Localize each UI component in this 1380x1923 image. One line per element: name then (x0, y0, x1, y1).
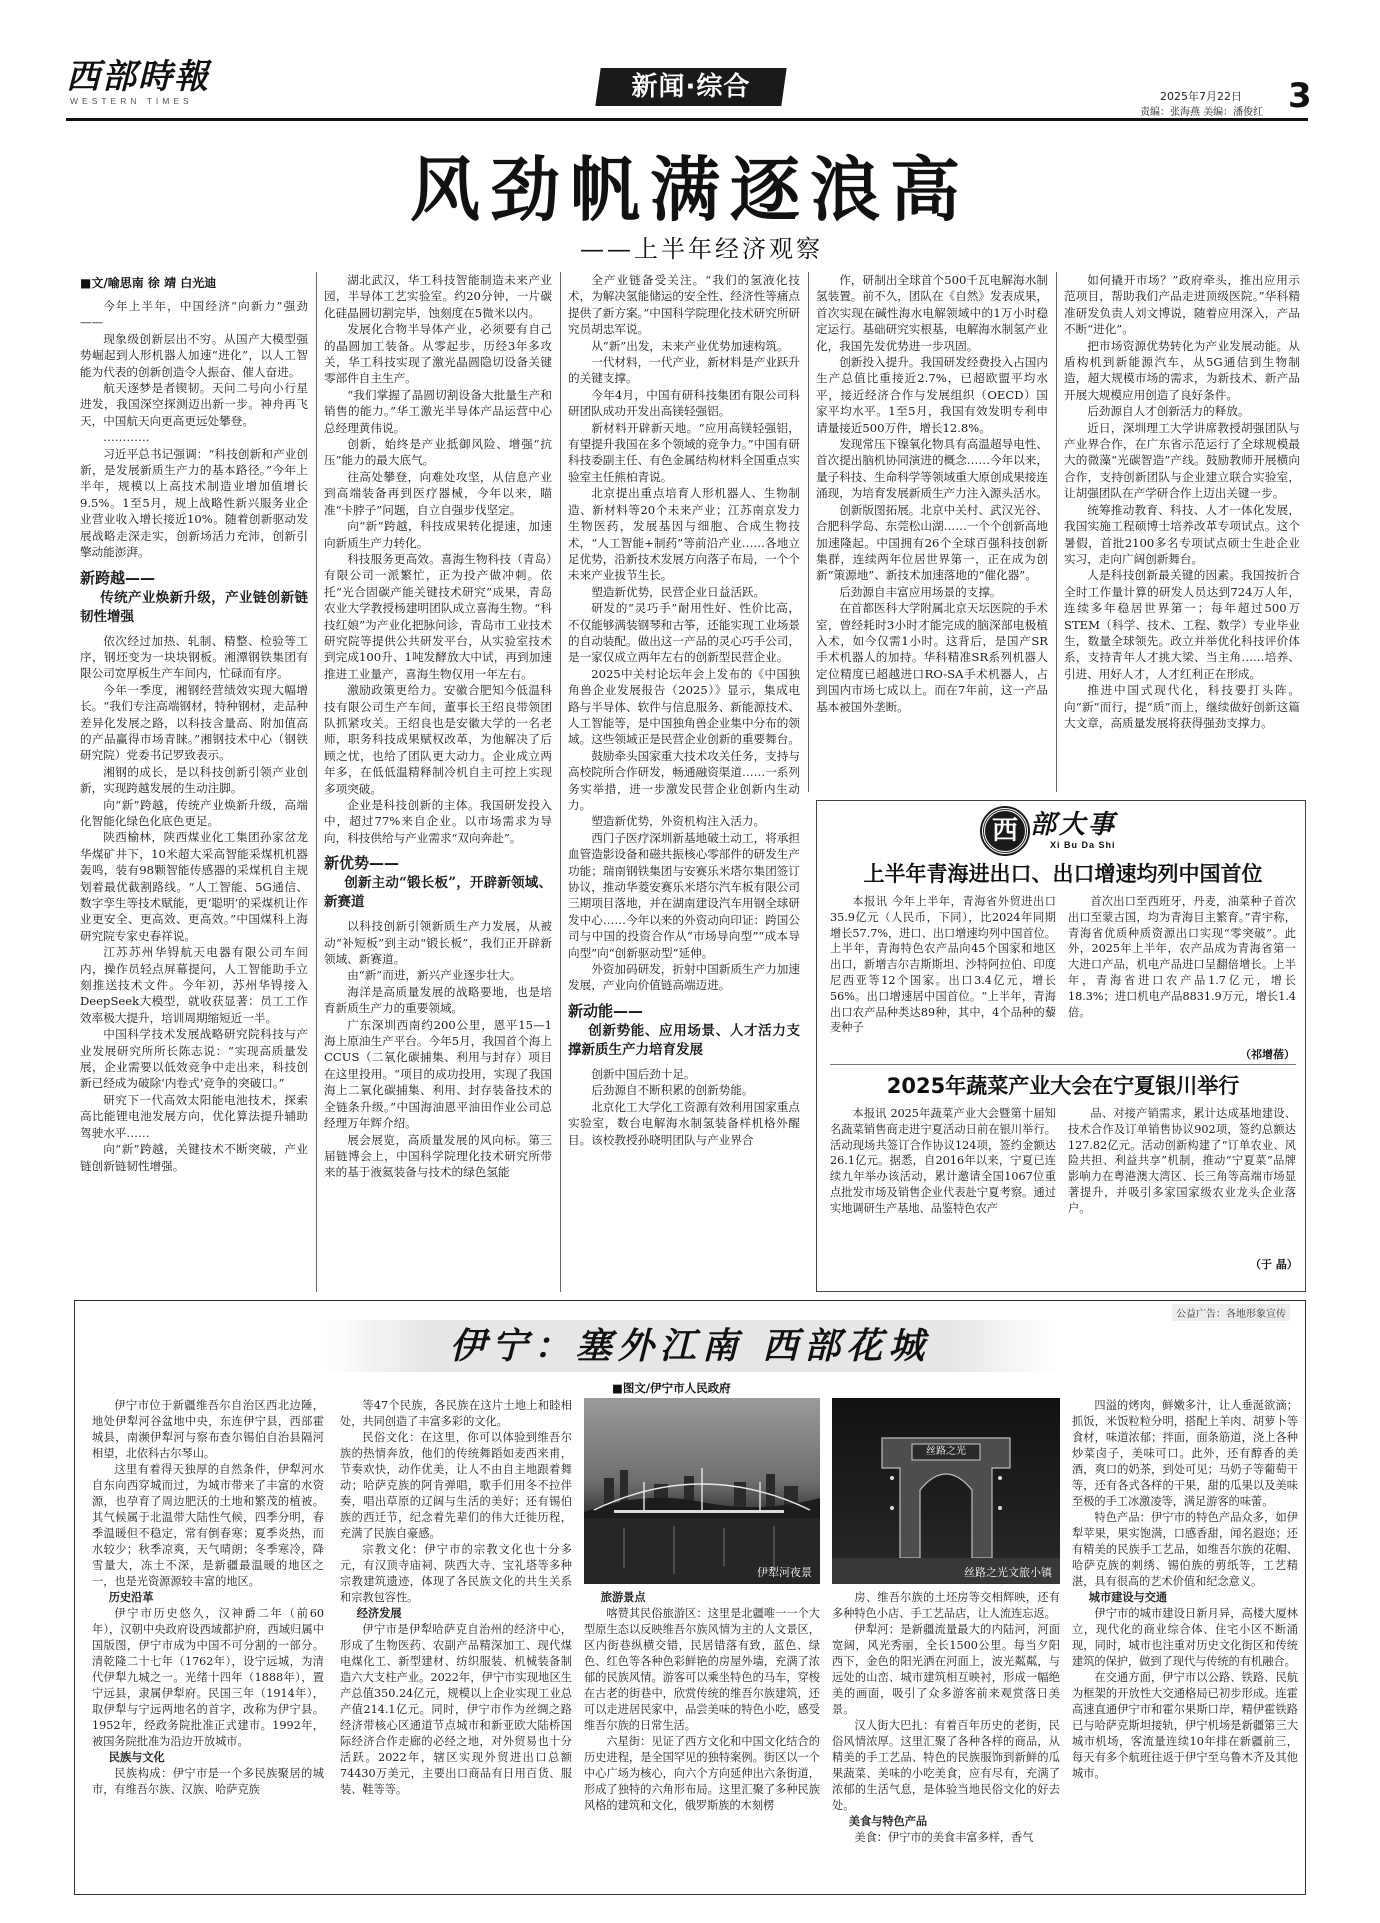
article-para: 江苏苏州华锝航天电器有限公司车间内，操作员轻点屏幕提问，人工智能助手立刻推送技术文件。今年初，苏州华锝接入DeepSeek大模型，就收获显著：员工工作效率极大提升，培训周期缩短近一半。 (80, 945, 308, 1025)
ad-column-4 (832, 1590, 1060, 1888)
ad-tag: 公益广告：各地形象宣传 (1172, 1304, 1290, 1321)
article-para: 现象级创新层出不穷。从国产大模型强势崛起到人形机器人加速“进化”，以人工智能为代表的创新创造令人振奋、催人奋进。 (80, 331, 308, 379)
xbds-logo-title (1030, 810, 1117, 840)
article-para: 激励政策更给力。安徽合肥知今低温科技有限公司生产车间，董事长王绍良带领团队抓紧攻关。王绍良也是安徽大学的一名老师，职务科技成果赋权改革，为他解决了后顾之忧，也给了团队更大动力。企业成立两年多，在低低温精释制冷机自主可控上实现多项突破。 (324, 683, 552, 796)
article-column-4 (816, 272, 1048, 792)
xbds-news1-title: 上半年青海进出口、出口增速均列中国首位 (863, 862, 1263, 886)
article-para: 把市场资源优势转化为产业发展动能。从盾构机到新能源汽车，从5G通信到生物制造，超大规模市场的需求，为新技术、新产品开展大规模应用创造了良好条件。 (1064, 338, 1300, 402)
xbds-divider (830, 1064, 1296, 1065)
xbds-news2-left (830, 1106, 1056, 1276)
headline-title: 风劲帆满逐浪高 (410, 149, 970, 231)
article-para: 研究下一代高效太阳能电池技术，探索高比能锂电池发展方向，优化算法提升辅助驾驶水平…… (80, 1092, 308, 1140)
article-para: 中国科学技术发展战略研究院科技与产业发展研究所所长陈志说：“实现高质量发展，企业需要以低效竞争中走出来，科技创新已经成为破除‘内卷式’竞争的突破口。” (80, 1027, 308, 1091)
article-para: 向“新”跨越，关键技术不断突破，产业链创新链韧性增强。 (80, 1142, 308, 1173)
xbds-logo-pinyin: Xi Bu Da Shi (1050, 840, 1116, 850)
article-para: 湖北武汉，华工科技智能制造未来产业园，半导体工艺实验室。约20分钟，一片碳化硅晶圆切割完毕，蚀刻度在5微米以内。 (324, 273, 552, 320)
ad-para: 汉人街大巴扎：有着百年历史的老街，民俗风情浓厚。这里汇聚了各种各样的商品，从精美的手工艺品、特色的民族服饰到新鲜的瓜果蔬菜、美味的小吃美食，应有尽有，充满了浓郁的生活气息，是体验当地民俗文化的好去处。 (832, 1719, 1060, 1812)
xbds-news2-para: 品、对接产销需求，累计达成基地建设、技术合作及订单销售协议902项，签约总额达127.82亿元。活动创新构建了“订单农业、风险共担、利益共享”机制，推动“宁夏菜”品牌影响力在粤港澳大湾区、长三角等高端市场显著提升，并吸引多家国家级农业龙头企业落户。 (1068, 1107, 1296, 1215)
photo-silk-road-graphic (832, 1398, 1060, 1584)
article-para: 创新投入提升。我国研发经费投入占国内生产总值比重接近2.7%，已超欧盟平均水平，接近经济合作与发展组织（OECD）国家平均水平。1至5月，我国有效发明专利申请量接近500万件，增长12.8%。 (816, 355, 1048, 435)
article-column-5 (1064, 272, 1300, 792)
photo2-caption: 丝路之光文旅小镇 (964, 1566, 1052, 1579)
article-para: 习近平总书记强调：“科技创新和产业创新，是发展新质生产力的基本路径。”今年上半年，规模以上高技术制造业增加值增长9.5%。1至5月，规上战略性新兴服务业企业营业收入增长接近10%。随着创新驱动发展战略走深走实，创新场活力充沛，创新引擎动能澎湃。 (80, 446, 308, 560)
ad-para: 民族构成：伊宁市是一个多民族聚居的城市，有维吾尔族、汉族、哈萨克族 (92, 1767, 324, 1796)
ad-para: 伊宁市是伊犁哈萨克自治州的经济中心，形成了生物医药、农副产品精深加工、现代煤电煤化工、新型建材、纺织服装、机械装备制造六大支柱产业。2022年，伊宁市实现地区生产总值350.24亿元，规模以上企业实现工业总产值214.1亿元。同时，伊宁市作为丝绸之路经济带核心区通道节点城市和新亚欧大陆桥国际经济合作走廊的必经之地，对外贸易也十分活跃。2022年，辖区实现外贸进出口总额74430万美元，主要出口商品有日用百货、服装、鞋等等。 (340, 1623, 572, 1796)
ad-subhead: 城市建设与交通 (1088, 1591, 1168, 1604)
section-banner-text: 新闻·综合 (631, 72, 751, 102)
masthead-editors: 责编：张海燕 美编：潘俊红 (1140, 107, 1264, 118)
photo1-caption: 伊犁河夜景 (757, 1566, 812, 1579)
ad-para: 这里有着得天独厚的自然条件，伊犁河水自东向西穿城而过，为城市带来了丰富的水资源，也孕育了周边肥沃的土地和繁茂的植被。其气候属于北温带大陆性气候，四季分明，春季温暖但不稳定，常有倒春寒；夏季炎热，而水较少；秋季凉爽，天气晴朗；冬季寒冷，降雪量大，冻土不深，是新疆最温暖的地区之一，也是光资源源较丰富的地区。 (92, 1463, 324, 1588)
xbds-news2-title: 2025年蔬菜产业大会在宁夏银川举行 (886, 1074, 1240, 1098)
ad-para: 美食：伊宁市的美食丰富多样，香气 (854, 1831, 1034, 1844)
subhead-xinkuayue: 新跨越—— (80, 568, 156, 587)
article-para: 从“新”出发，未来产业优势加速构筑。 (591, 338, 789, 353)
article-para: “我们掌握了晶圆切割设备大批量生产和销售的能力。”华工激光半导体产品运营中心总经理黄伟说。 (324, 387, 552, 435)
article-para: 外资加码研发，折射中国新质生产力加速发展，产业向价值链高端迈进。 (568, 962, 800, 993)
ad-subhead: 经济发展 (356, 1607, 402, 1620)
article-para: 北京提出重点培育人形机器人、生物制造、新材料等20个未来产业；江苏南京发力生物医药，发展基因与细胞、合成生物技术，“人工智能+制药”等前沿产业……各地立足优势，沿新技术发展方向落子布局，一个个未来产业拔节生长。 (568, 486, 800, 583)
article-para: 研发的“灵巧手”耐用性好、性价比高，不仅能够满装钢琴和古筝，还能实现工业场景的自动装配。做出这一产品的灵心巧手公司，是一家仅成立两年左右的创新型民营企业。 (568, 601, 800, 665)
xbds-logo-text (1030, 810, 1117, 850)
ad-column-2 (340, 1398, 572, 1888)
xbds-news1-left (830, 894, 1056, 1064)
article-para: 今年上半年，中国经济“向新力”强劲—— (80, 299, 308, 330)
xbds-logo-tail: 部大事 (1030, 810, 1118, 840)
photo-silk-road-town (832, 1398, 1060, 1584)
xbds-news1-para: 首次出口至西班牙，丹麦，油菜种子首次出口至蒙古国，均为青海目主繁育。”青宇称，青海省优质种质资源出口实现“零突破”。此外，2025年上半年，农产品成为青海省第一大进口产品，机电产品进口呈翻倍增长。上半年，青海省进口农产品1.7亿元，增长18.3%；进口机电产品8831.9万元，增长1.4倍。 (1068, 895, 1296, 1019)
ad-column-1 (92, 1398, 324, 1888)
ad-para: 伊宁市的城市建设日新月异，高楼大厦林立，现代化的商业综合体、住宅小区不断涌现，同时，城市也注重对历史文化街区和传统建筑的保护，做到了现代与传统的有机融合。 (1072, 1607, 1298, 1668)
article-para: 依次经过加热、轧制、精整、检验等工序，钢坯变为一块块钢板。湘潭钢铁集团有限公司宽厚板生产车间内，忙碌而有序。 (80, 633, 308, 681)
ad-subhead: 旅游景点 (600, 1591, 646, 1604)
masthead-date: 2025年7月22日 (1160, 90, 1242, 103)
article-para: 人是科技创新最关键的因素。我国按折合全时工作量计算的研发人员达到724万人年，连续多年稳居世界第一；每年超过500万STEM（科学、技术、工程、数学）专业毕业生，数量全球领先。政立并举优化科技评价体系，支持青年人才挑大梁、当主角……培养、引进、用好人才，人才红利正在形成。 (1064, 568, 1300, 681)
ad-para: 宗教文化：伊宁市的宗教文化也十分多元，有汉顶寺庙祠、陕西大寺、宝礼塔等多种宗教建筑遗迹，体现了各民族文化的共生关系和宗教包容性。 (340, 1543, 572, 1604)
ad-para: 民俗文化：在这里，你可以体验到维吾尔族的热情奔放，他们的传统舞蹈如麦西来甫，节奏欢快，动作优美，让人不由自主地跟着舞动；哈萨克族的阿肯弹唱，歌手们用冬不拉伴奏，唱出草原的辽阔与生活的美好；还有锡伯族的西迁节，纪念着先辈们的伟大迁徙历程，充满了民族自豪感。 (340, 1431, 572, 1540)
ad-para: 伊宁市位于新疆维吾尔自治区西北边陲，地处伊犁河谷盆地中央，东连伊宁县，西部霍城县，南濒伊犁河与察布查尔锡伯自治县隔河相望，北依科古尔琴山。 (92, 1399, 324, 1460)
article-para: 科技服务更高效。喜海生物科技（青岛）有限公司一派繁忙，正为投产做冲刺。依托“光合固碳产能关键技术研究”成果，青岛农业大学教授杨建明团队成立喜海生物。“科技红娘”为产业化把脉问诊，青岛市工业技术研究院等提供公共研发平台，从实验室技术到完成100升、1吨发酵放大中试，再到加速推进工业量产，喜海生物仅用一年左右。 (324, 551, 552, 681)
article-para: 企业是科技创新的主体。我国研发投入中，超过77%来自企业。以市场需求为导向，科技供给与产业需求“双向奔赴”。 (324, 798, 552, 845)
masthead-logo (66, 58, 210, 106)
article-para: 在首都医科大学附属北京天坛医院的手术室，曾经耗时3小时才能完成的脑深部电极植入术，如今仅需1小时。这背后，是国产SR手术机器人的加持。华科精准SR系列机器人定位精度已超越进口RO-SA手术机器人，占到国内市场七成以上。而在7年前，这一产品基本被国外垄断。 (816, 601, 1048, 714)
article-para: 展会展览，高质量发展的风向标。第三届链博会上，中国科学院理化技术研究所带来的基于液氦装备与技术的绿色氢能 (324, 1132, 552, 1180)
article-para: 发展化合物半导体产业，必须要有自己的晶圆加工装备。从零起步，历经3年多攻关，华工科技实现了激光晶圆隐切设备关键零部件自主生产。 (324, 322, 552, 386)
column-divider (808, 272, 809, 792)
subhead-xindongneng: 新动能—— (568, 1001, 644, 1020)
ad-para: 四溢的烤肉，鲜嫩多汁，让人垂涎欲滴；抓饭，米饭粒粒分明，搭配上羊肉、胡萝卜等食材，味道浓郁；拌面，面条筋道，浇上各种炒菜卤子，美味可口。此外，还有醇香的美酒，爽口的奶茶，到处可见；马奶子等葡萄干等，还有各式各样的干果，甜的瓜果以及美味至极的手工冰激凌等，满足游客的味蕾。 (1072, 1399, 1298, 1508)
ad-subhead: 民族与文化 (108, 1751, 165, 1764)
article-para: 以科技创新引领新质生产力发展，从被动“补短板”到主动“锻长板”，我们正开辟新领域、新赛道。 (324, 919, 552, 967)
photo-yili-graphic (584, 1398, 820, 1584)
ad-para: 特色产品：伊宁市的特色产品众多，如伊犁苹果，果实饱满，口感香甜，闻名遐迩；还有精美的民族手工艺品，如维吾尔族的花帽、哈萨克族的刺绣、锡伯族的剪纸等，工艺精湛，具有很高的艺术价值和纪念意义。 (1072, 1511, 1298, 1588)
article-para: 发现常压下镍氧化物具有高温超导电性、首次提出脑机协同演进的概念……今年以来，量子科技、生命科学等领域重大原创成果接连涌现，为培育发展新质生产力注入源头活水。 (816, 437, 1048, 501)
article-para: 今年4月，中国有研科技集团有限公司科研团队成功开发出高镁轻强铝。 (568, 387, 800, 419)
article-para: 由“新”而进，新兴产业逐步壮大。 (347, 968, 522, 983)
article-para: 创新版图拓展。北京中关村、武汉光谷、合肥科学岛、东莞松山湖……一个个创新高地加速隆起。中国拥有26个全球百强科技创新集群，连续两年位居世界第一，正在成为创新“策源地”、新技术加速落地的“催化器”。 (816, 502, 1048, 583)
article-para: 西门子医疗深圳新基地破土动工，将承担血管造影设备和磁共振核心零部件的研发生产功能；瑞南钢铁集团与安赛乐米塔尔集团签订协议，推动华菱安赛乐米塔尔汽车板有限公司三期项目落地，并在湖南建设汽车用钢全球研发中心……今年以来的外资动向印证：跨国公司与中国的投资合作从“市场导向型”“成本导向型”向“创新驱动型”延伸。 (568, 830, 800, 960)
ad-subhead: 美食与特色产品 (848, 1815, 928, 1828)
article-para: ………… (103, 430, 150, 445)
article-para: 新材料开辟新天地。“应用高镁轻强铝，有望提升我国在多个领域的竞争力。”中国有研科技委副主任、有色金属结构材料全国重点实验室主任熊柏青说。 (568, 420, 800, 484)
article-para: 向“新”跨越，科技成果转化提速，加速向新质生产力转化。 (324, 519, 552, 550)
article-para: 如何撬开市场？”政府牵头，推出应用示范项目，帮助我们产品走进顶级医院。”华科精准研发负责人刘文博说，随着应用深入，产品不断“进化”。 (1064, 273, 1300, 337)
column-divider (316, 272, 317, 1292)
masthead-logo-sub: WESTERN TIMES (70, 96, 193, 106)
ad-para: 伊宁市历史悠久，汉神爵二年（前60年），汉朝中央政府设西域都护府，西域归属中国版图，伊宁市成为中国不可分割的一部分。清乾隆二十七年（1762年），设宁远城，为清代伊犁九城之一。光绪十四年（1888年），置宁远县，隶属伊犁府。民国三年（1914年），取伊犁与宁远两地名的首字，改称为伊宁县。1952年，经政务院批准正式建市。1992年，被国务院批准为沿边开放城市。 (92, 1607, 324, 1748)
ad-para: 六星街：见证了西方文化和中国文化结合的历史进程，是全国罕见的独特案例。街区以一个中心广场为核心，向六个方向延伸出六条街道，形成了独特的六角形布局。这里汇聚了多种民族风格的建筑和文化，俄罗斯族的木刻楞 (584, 1735, 820, 1812)
article-para: 2025中关村论坛年会上发布的《中国独角兽企业发展报告（2025）》显示，集成电路与半导体、软件与信息服务、新能源技术、人工智能等，是中国独角兽企业集中分布的领域。这些领域正是民营企业创新的重要舞台。 (568, 666, 800, 747)
ad-para: 在交通方面，伊宁市以公路、铁路、民航为框架的开放性大交通格局已初步形成。连霍高速直通伊宁市和霍尔果斯口岸，精伊霍铁路已与哈萨克斯坦接轨，伊宁机场是新疆第三大城市机场，客流量连续10年排在新疆前三，每天有多个航班往返于伊宁至乌鲁木齐及其他城市。 (1072, 1671, 1298, 1780)
article-para: 塑造新优势，外资机构注入活力。 (591, 814, 766, 829)
article-para: 近日，深圳理工大学讲席教授胡强团队与产业界合作，在广东省示范运行了全球规模最大的微藻“光碳智造”产线。鼓励教师开展横向合作，支持创新团队与企业建立联合实验室，让胡强团队在产学研合作上迈出关键一步。 (1064, 420, 1300, 501)
xbds-logo-circle (982, 808, 1028, 854)
article-para: 今年一季度，湘钢经营绩效实现大幅增长。“我们专注高端钢材，特种钢材，走品种差异化发展之路，以科技含量高、附加值高的产品赢得市场青睐。”湘钢技术中心（钢铁研究院）党委书记罗致表示。 (80, 682, 308, 763)
article-para: 统筹推动教育、科技、人才一体化发展，我国实施工程硕博士培养改革专项试点。这个暑假，首批2100多名专项试点硕士生赴企业实习，走向广阔创新舞台。 (1064, 502, 1300, 566)
page-number: 3 (1288, 76, 1312, 116)
article-para: 后劲源自不断积累的创新势能。 (591, 1083, 754, 1098)
ad-column-3 (584, 1590, 820, 1888)
article-para: 湘钢的成长，是以科技创新引领产业创新，实现跨越发展的生动注脚。 (80, 764, 308, 796)
subhead-quote: 创新势能、应用场景、人才活力支撑新质生产力培育发展 (568, 1022, 800, 1058)
ad-byline: ■图文/伊宁市人民政府 (612, 1381, 731, 1395)
article-para: 鼓励牵头国家重大技术攻关任务，支持与高校院所合作研发，畅通融资渠道……一系列务实举措，进一步激发民营企业创新内生动力。 (568, 748, 800, 812)
masthead-rule (66, 118, 1308, 121)
ad-para: 喀赞其民俗旅游区：这里是北疆唯一一个大型原生态以反映维吾尔族风情为主的人文景区，区内街巷纵横交错，民居错落有致，蓝色、绿色、红色等各种色彩鲜艳的房屋外墙，充满了浓郁的民族风情。游客可以乘坐特色的马车，穿梭在古老的街巷中，欣赏传统的维吾尔族建筑，还可以走进居民家中，品尝美味的特色小吃，感受维吾尔族的日常生活。 (584, 1607, 820, 1732)
gate-sign: 丝路之光 (926, 1446, 966, 1457)
xbds-news1-right (1068, 894, 1296, 1044)
ad-para: 房、维吾尔族的土坯房等交相辉映，还有多种特色小店、手工艺品店，让人流连忘返。 (832, 1591, 1060, 1620)
subhead-xinyoushi: 新优势—— (324, 854, 400, 873)
byline: ■文/喻思南 徐 靖 白光迪 (80, 276, 217, 290)
article-para: 航天逐梦是者锲韧。天问二号向小行星进发，我国深空探测迈出新一步。神舟再飞天，中国航天向更高更远处攀登。 (80, 381, 308, 428)
article-para: 创新中国后劲十足。 (591, 1066, 696, 1081)
masthead-logo-text: 西部時報 (66, 57, 210, 97)
ad-para: 伊犁河：是新疆流量最大的内陆河，河面宽阔，风光秀丽，全长1500公里。每当夕阳西下，金色的阳光洒在河面上，波光粼粼，与远处的山峦、城市建筑相互映衬，形成一幅绝美的画面，吸引了众多游客前来观赏落日美景。 (832, 1623, 1060, 1716)
article-para: 后劲源自丰富应用场景的支撑。 (839, 584, 1002, 599)
article-column-3 (568, 272, 800, 1298)
article-para: 北京化工大学化工资源有效利用国家重点实验室，数台电解海水制氢装备样机格外醒目。该校教授孙晓明团队与产业界合 (568, 1099, 800, 1147)
article-para: 一代材料，一代产业，新材料是产业跃升的关键支撑。 (568, 355, 800, 386)
article-para: 创新，始终是产业抵御风险、增强“抗压”能力的最大底气。 (324, 437, 552, 468)
ad-subhead: 历史沿革 (108, 1591, 154, 1604)
article-column-1 (80, 298, 308, 1298)
xi-glyph: 西 (991, 816, 1018, 846)
column-divider (560, 272, 561, 1292)
article-para: 广东深圳西南约200公里，恩平15—1海上原油生产平台。今年5月，我国首个海上CCUS（二氧化碳捕集、利用与封存）项目在这里投用。“项目的成功投用，实现了我国海上二氧化碳捕集、利用、封存装备技术的全链条升级。”中国海油恩平油田作业公司总经理万年辉介绍。 (324, 1017, 552, 1131)
article-para: 往高处攀登，向难处攻坚，从信息产业到高端装备再到医疗器械，今年以来，瞄准“卡脖子”问题，自立自强步伐坚定。 (324, 469, 552, 517)
subhead-quote: 传统产业焕新升级，产业链创新链韧性增强 (80, 589, 308, 625)
article-column-2 (324, 272, 552, 1298)
xbds-news1-author: （祁增蓓） (1240, 1048, 1295, 1061)
xbds-news2-author: （于 晶） (1250, 1258, 1298, 1271)
section-banner (595, 68, 786, 106)
article-para: 推进中国式现代化，科技要打头阵。向“新”而行，提“质”而上，继续做好创新这篇大文章，高质量发展将获得强劲支撑力。 (1064, 683, 1300, 730)
article-para: 海洋是高质量发展的战略要地，也是培育新质生产力的重要领域。 (324, 984, 552, 1016)
article-para: 向“新”跨越，传统产业焕新升级，高端化智能化绿色化底色更足。 (80, 797, 308, 828)
headline-subtitle: ——上半年经济观察 (580, 235, 823, 263)
article-para: 陕西榆林，陕西煤业化工集团孙家岔龙华煤矿井下，10米超大采高智能采煤机机器轰鸣，装有98颗智能传感器的采煤机自主规划着最优截割路线。“人工智能、5G通信、数字孪生等技术赋能，更‘聪明’的采煤机让作业更安全、更高效、更高效。”中国煤科上海研究院专家史春祥说。 (80, 830, 308, 943)
article-para: 作，研制出全球首个500千瓦电解海水制氢装置。前不久，团队在《自然》发表成果，首次实现在碱性海水电解领域中的1万小时稳定运行。基础研究实根基，电解海水制氢产业化，我国先发优势进一步巩固。 (816, 273, 1048, 353)
article-para: 全产业链备受关注。“我们的氢液化技术，为解决氢能储运的安全性、经济性等痛点提供了新方案。”中国科学院理化技术研究所研究员胡忠军说。 (568, 273, 800, 337)
column-divider (1056, 272, 1057, 792)
subhead-quote: 创新主动“锻长板”，开辟新领域、新赛道 (324, 875, 552, 911)
photo-yili-river-night (584, 1398, 820, 1584)
article-para: 后劲源自人才创新活力的释放。 (1087, 404, 1250, 419)
xbds-news2-para: 本报讯 2025年蔬菜产业大会暨第十届知名蔬菜销售商走进宁夏活动日前在银川举行。活动现场共签订合作协议124项，签约金额达26.1亿元。据悉，自2016年以来，宁夏已连续九年举办该活动，累计邀请全国1067位重点批发市场及销售企业代表赴宁夏考察。通过实地调研生产基地、品鉴特色农产 (830, 1107, 1056, 1215)
article-para: 塑造新优势，民营企业日益活跃。 (591, 584, 766, 599)
xbds-news2-right (1068, 1106, 1296, 1256)
ad-para: 等47个民族，各民族在这片土地上和睦相处，共同创造了丰富多彩的文化。 (340, 1399, 572, 1428)
ad-title: 伊宁：塞外江南 西部花城 (449, 1325, 931, 1367)
xbds-news1-para: 本报讯 今年上半年，青海省外贸进出口35.9亿元（人民币，下同），比2024年同期增长57.7%，进口、出口增速均列中国首位。上半年，青海特色农产品向45个国家和地区出口，新增吉尔吉斯斯坦、沙特阿拉伯、印度尼西亚等12个国家。出口3.4亿元，增长56%。出口增速居中国首位。“上半年，青海出口农产品种类达89种，其中，4个品种的藜麦种子 (830, 895, 1056, 1035)
ad-column-5 (1072, 1398, 1298, 1888)
